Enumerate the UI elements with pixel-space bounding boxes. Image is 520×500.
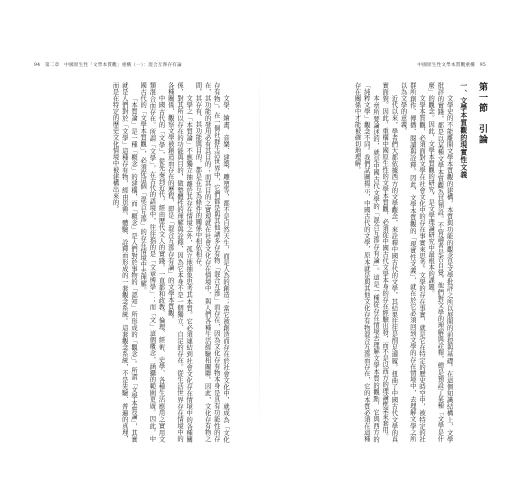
right-paragraph-2: 文學本質觀，必須面對文學在社會文化中的存在事實來思考。文學的存在事實，就是它在特定的歷史時空中，被特定的社群所創作、傳播、閱讀與詮釋。因此，文學本質觀的「現實性文義」，就在於它必須回到文學的存在情境中，去理解文學之所以為文學的意義。 [399, 82, 425, 442]
right-body-text [280, 82, 486, 442]
right-paragraph-1: 文學史的不能離開文學本質觀的建構，本質與功能的觀念是文學批評之所以展開的前提與基礎。在這個知識結構上，文學批評的實踐，都是以某種文學本質觀為其預設。不管論者是否自覺，他們對文學的理解與詮釋，總是預設了某種「文學是什麼」的觀念。因此，文學本質觀的研究，是文學理論研究中最根本的課題。 [427, 82, 453, 442]
right-paragraph-3: 近代以來，學者們大都依據西方的文學觀念，來詮釋中國古代的文學，其結果往往是削足適履，扭曲了中國古代文學的真實面貌。因此，重構中國原生性的文學本質觀，必須從中國古代文學本身的存在經驗出發，而不是以西方的理論框架來套用。 [381, 82, 398, 442]
left-running-head: 94 第二章 中國原生性「文學本質觀」重構（一）：混合互滲存有論 [34, 63, 182, 68]
sub-heading: 一、文學本質觀的現實性文義 [458, 82, 467, 179]
right-paragraph-4: 本章所要論述的，就是中國古代文學的「混合互滲存有論」。這是一種從存在情境去理解文學本質的觀點，它與西方的「純粹文學」觀念不同。我們試圖揭示，中國古代的文學，原本就是與其他文化存有物混合互滲而存在，它的本質必須在這種存在關係中才能被確切地理解。 [353, 82, 379, 442]
left-paragraph-4: 「本質論」是一種「概念」的建構，而「概念」是人們對於事物的「認知」所形成的「觀念」。所謂「文學本質論」，其實就是人們對於「文學」這種存有物，經由思辨、體驗、詮釋而形成的一套觀念系統。這套觀念系統，不是先驗、普遍的真理，而是在特定的歷史文化情境中被建構出來的。 [111, 82, 137, 442]
right-running-head: 中國原生性文學本質觀重構 95 [417, 63, 486, 68]
left-paragraph-3: 中國古代的「文學」，從先秦到近代，經由歷代文人的實踐，一直都和政教、倫理、經術、史學、各種生活應用之實用文類混合而存在。所謂「文學」，在古代的語境中，往往指的是「文章博學」；而「文」這個概念，涵攝的範圍更廣。因此，中國古代的「文學本質觀」，必須從這個「混合互滲」的存在情境中去理解。 [139, 82, 165, 442]
section-heading: 第一節 引論 [477, 82, 487, 145]
right-page [260, 0, 520, 500]
left-body-text [34, 82, 230, 442]
left-paragraph-2: 文學之「本質論」不應獨立抽離於其存在情境之外，孤立地抽象思考其本質。它必須連結到社會文化存在情境中的各種關係，對其所以存在的功能與目的，做整體性的理解與詮釋，因為它本身不是一個獨立、自足的存在。從生活世界存在情境中的各種關係，觀察文學被創造而存在的歷程，即是「混合互滲存有論」的文學本質觀。 [166, 82, 193, 442]
left-paragraph-1: 文學、繪畫、音樂、建築、雕塑等，都不是自然天生，而是人為的創造；當它被創造而存在於社會文化中，就成為「文化存有物」。在一個社群生活世界中，它們都是與其他諸多存有物「混合互滲」而存在，因為文化存有物本身是具有功能性的存在，其功能的發用必有其目的；而其目的之實現就在社會文化存在情境中，與人們各種生活經驗相關聯。因此，文化存有物之間，其存有、其功能與目的，都是在互為條件的關係中相依相存。 [194, 82, 229, 442]
